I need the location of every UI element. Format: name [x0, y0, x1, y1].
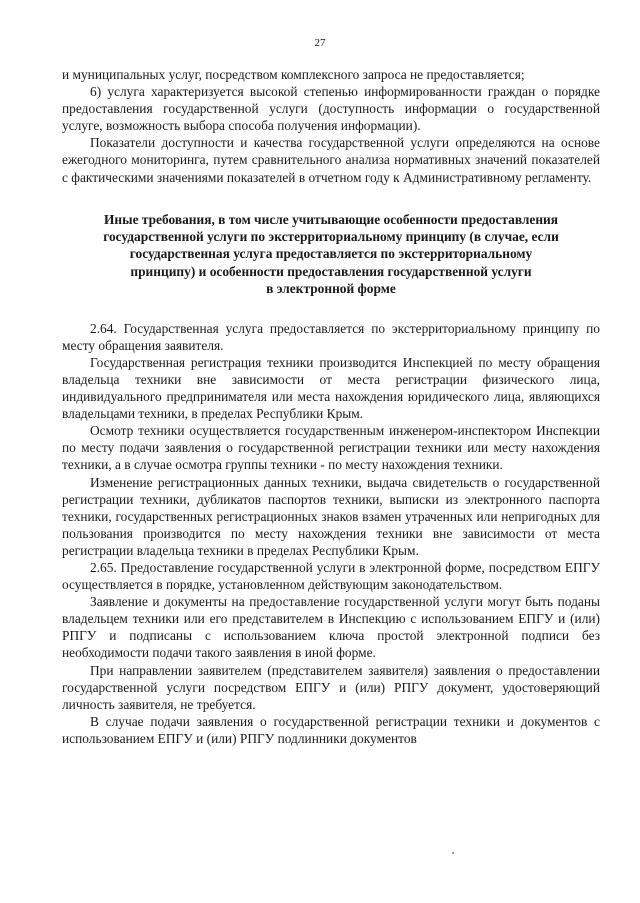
section-heading	[62, 211, 600, 298]
heading-line: государственная услуга предоставляется по экстерриториальному	[129, 246, 533, 262]
paragraph-identity-document: При направлении заявителем (представителем заявителя) заявления о предоставлении государственной услуги посредством ЕПГУ и (или) РПГУ документ, удостоверяющий личность заявителя, не требуется.	[62, 662, 600, 712]
document-body	[62, 66, 600, 747]
paragraph-registration: Государственная регистрация техники производится Инспекцией по месту обращения владельца техники вне зависимости от места регистрации физического лица, индивидуального предпринимателя или места нахождения юридического лица, являющихся владельцами техники, в пределах Республики Крым.	[62, 354, 600, 422]
heading-line: принципу) и особенности предоставления государственной услуги	[130, 263, 532, 279]
heading-line: Иные требования, в том числе учитывающие особенности предоставления	[103, 211, 559, 227]
paragraph-2-65: 2.65. Предоставление государственной услуги в электронной форме, посредством ЕПГУ осуществляется в порядке, установленном действующим законодательством.	[62, 560, 600, 593]
paragraph-2-64: 2.64. Государственная услуга предоставляется по экстерриториальному принципу по месту обращения заявителя.	[62, 320, 600, 353]
paragraph-quality-indicators: Показатели доступности и качества государственной услуги определяются на основе ежегодного мониторинга, путем сравнительного анализа нормативных значений показателей с фактическими значениями показателей в отчетном году к Административному регламенту.	[62, 135, 600, 185]
scan-speck	[452, 852, 454, 854]
paragraph-inspection: Осмотр техники осуществляется государственным инженером-инспектором Инспекции по месту подачи заявления о государственной регистрации техники или месту нахождения техники, а в случае осмотра группы техники - по месту нахождения техники.	[62, 423, 600, 473]
page-number: 27	[314, 37, 326, 49]
paragraph-application: Заявление и документы на предоставление государственной услуги могут быть поданы владельцем техники или его представителем в Инспекцию с использованием ЕПГУ и (или) РПГУ и подписаны с использованием ключа простой электронной подписи без необходимости подачи такого заявления в иной форме.	[62, 594, 600, 661]
heading-line: в электронной форме	[266, 281, 396, 297]
paragraph-data-change: Изменение регистрационных данных техники, выдача свидетельств о государственной регистрации техники, дубликатов паспортов техники, выписки из электронного паспорта техники, государственных регистрационных знаков взамен утраченных или непригодных для пользования производится по месту нахождения техники вне зависимости от места регистрации владельца техники в пределах Республики Крым.	[62, 474, 600, 558]
paragraph-item-6: 6) услуга характеризуется высокой степенью информированности граждан о порядке предоставления государственной услуги (доступность информации о государственной услуге, возможность выбора способа получения информации).	[62, 84, 600, 134]
paragraph-originals: В случае подачи заявления о государственной регистрации техники и документов с использованием ЕПГУ и (или) РПГУ подлинники документов	[62, 713, 600, 746]
heading-line: государственной услуги по экстерриториальному принципу (в случае, если	[103, 229, 559, 245]
paragraph-continuation: и муниципальных услуг, посредством комплексного запроса не предоставляется;	[62, 67, 525, 82]
